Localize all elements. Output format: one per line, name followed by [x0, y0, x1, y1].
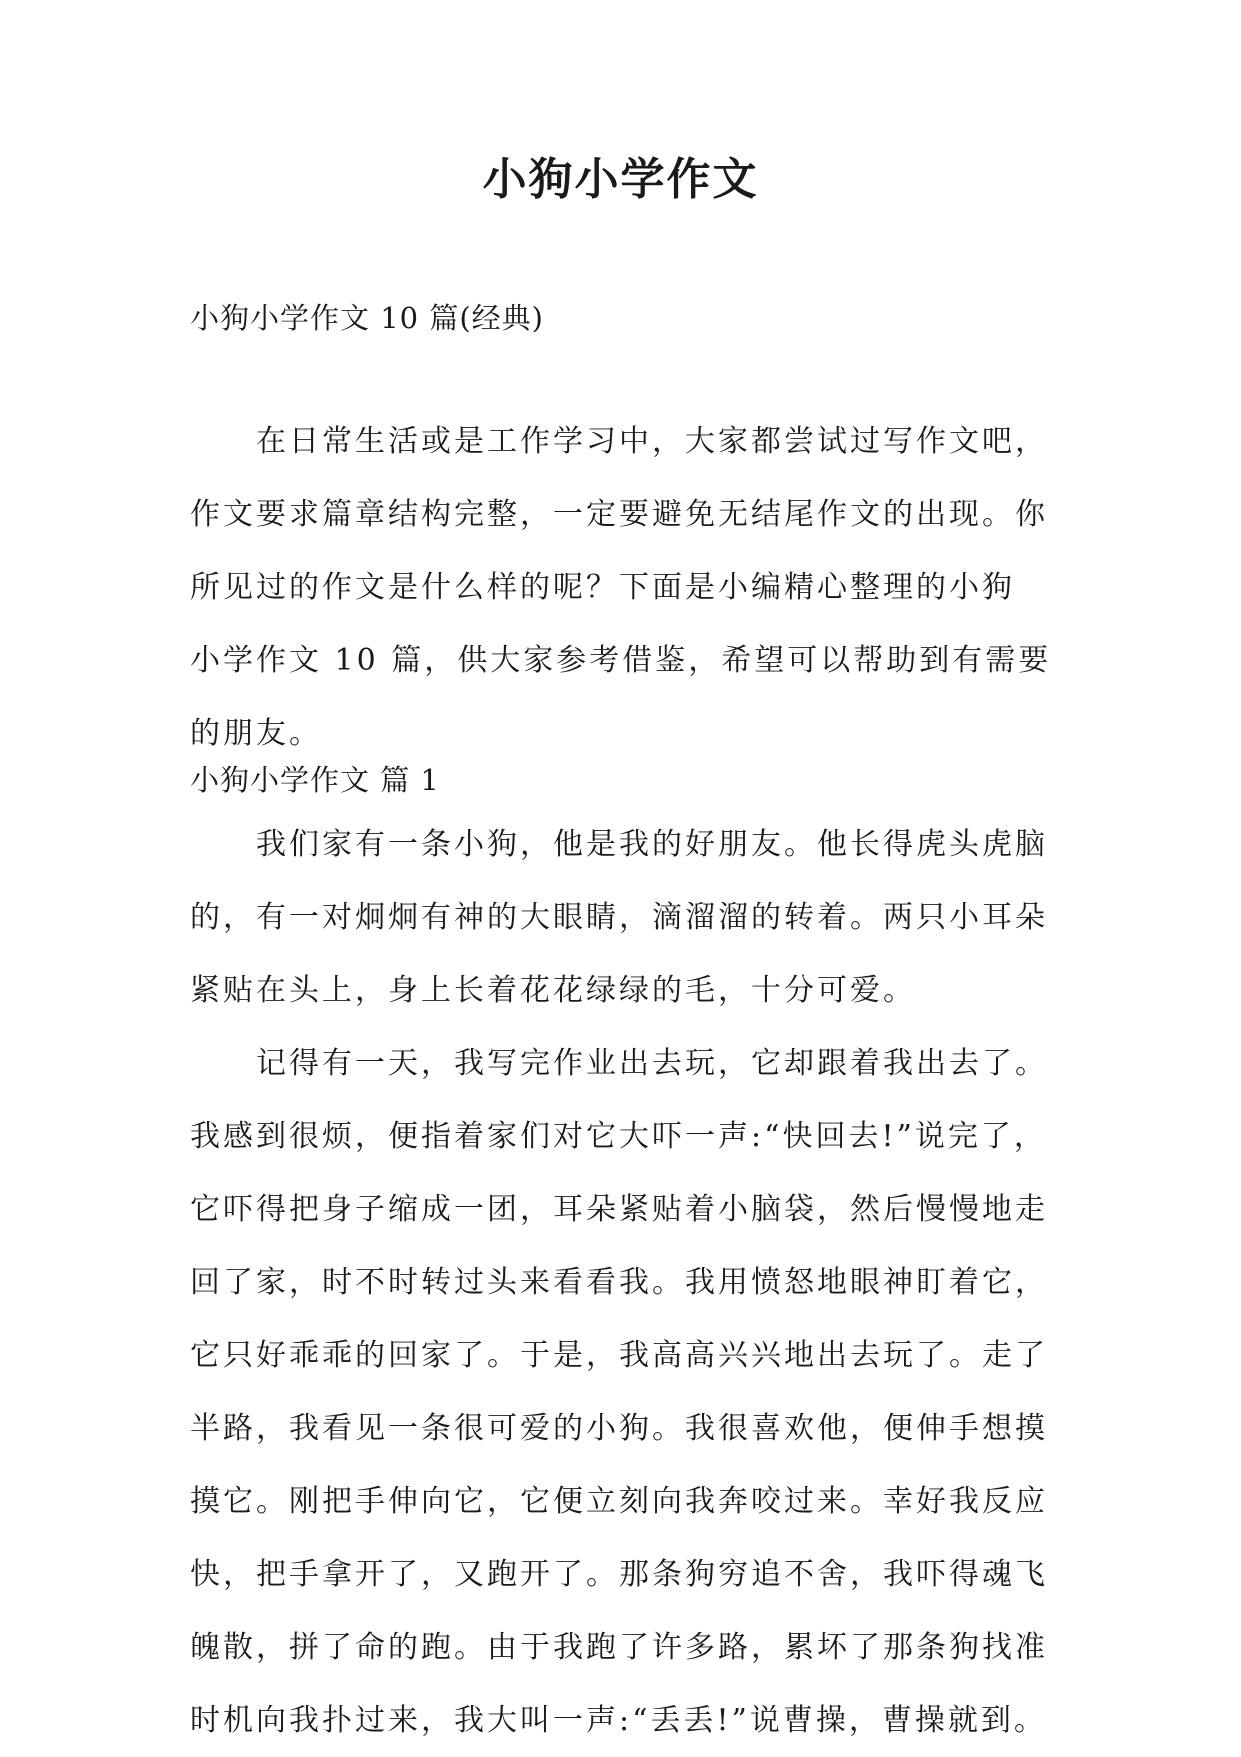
essay-line: 魄散，拼了命的跑。由于我跑了许多路，累坏了那条狗找准 [190, 1630, 1048, 1665]
intro-line: 作文要求篇章结构完整，一定要避免无结尾作文的出现。你 [190, 497, 1048, 532]
page-title: 小狗小学作文 [482, 154, 759, 205]
essay-line: 的，有一对炯炯有神的大眼睛，滴溜溜的转着。两只小耳朵 [190, 900, 1048, 935]
document-subtitle: 小狗小学作文 10 篇(经典) [190, 301, 544, 335]
intro-line: 小学作文 10 篇，供大家参考借鉴，希望可以帮助到有需要 [190, 643, 1052, 678]
essay-line: 记得有一天，我写完作业出去玩，它却跟着我出去了。 [190, 1046, 1048, 1081]
intro-line: 的朋友。 [190, 716, 322, 751]
essay-line: 时机向我扑过来，我大叫一声:“丢丢!”说曹操，曹操就到。 [190, 1703, 1047, 1738]
essay-line: 快，把手拿开了，又跑开了。那条狗穷追不舍，我吓得魂飞 [190, 1557, 1048, 1592]
essay-line: 我们家有一条小狗，他是我的好朋友。他长得虎头虎脑 [190, 827, 1048, 862]
essay-line: 紧贴在头上，身上长着花花绿绿的毛，十分可爱。 [190, 973, 916, 1008]
essay-line: 摸它。刚把手伸向它，它便立刻向我奔咬过来。幸好我反应 [190, 1484, 1048, 1519]
essay-line: 它只好乖乖的回家了。于是，我高高兴兴地出去玩了。走了 [190, 1338, 1048, 1373]
essay-body [190, 808, 1070, 1757]
intro-paragraph [190, 405, 1070, 770]
intro-line: 在日常生活或是工作学习中，大家都尝试过写作文吧， [190, 424, 1048, 459]
essay-line: 回了家，时不时转过头来看看我。我用愤怒地眼神盯着它， [190, 1265, 1048, 1300]
essay-line: 我感到很烦，便指着家们对它大吓一声:“快回去!”说完了， [190, 1119, 1047, 1154]
essay-line: 它吓得把身子缩成一团，耳朵紧贴着小脑袋，然后慢慢地走 [190, 1192, 1048, 1227]
section-heading: 小狗小学作文 篇 1 [190, 763, 440, 797]
essay-line: 半路，我看见一条很可爱的小狗。我很喜欢他，便伸手想摸 [190, 1411, 1048, 1446]
intro-line: 所见过的作文是什么样的呢？下面是小编精心整理的小狗 [190, 570, 1015, 605]
